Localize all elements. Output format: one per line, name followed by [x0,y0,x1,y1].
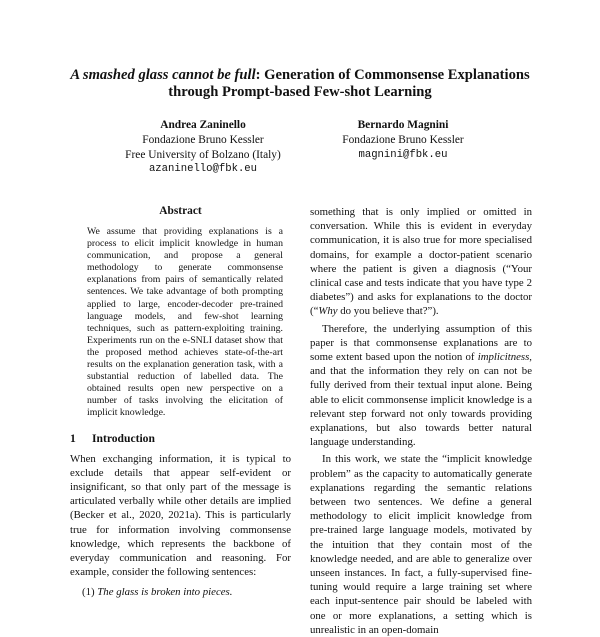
paragraph: In this work, we state the “implicit knowledge problem” as the capacity to automatically generate explanations regarding the semantic relations between two sentences. We define a general methodology to elicit implicit knowledge from pre-trained large language models, motivated by the intuition that they contain most of the knowledge needed, and are able to generalize over unseen instances. In fact, a fully-supervised fine-tuning would require a large training set where each input-sentence pair should be labeled with one or more explanations, a setting which is unrealistic in an open-domain [310,453,532,636]
author-block-1 [98,118,308,177]
paragraph [310,322,532,450]
intro-paragraph: When exchanging information, it is typical to exclude details that appear self-evident or insignificant, so that only part of the message is articulated verbally while other details are implied (Becker et al., 2020, 2021a). This is particularly true for information involving commonsense knowledge, which represents the backbone of everyday communication and reasoning. For example, consider the following sentences: [70,452,291,579]
right-column [310,205,532,637]
author-block-2 [298,118,508,162]
left-column [70,205,291,600]
author-affiliation: Free University of Bolzano (Italy) [125,148,281,161]
abstract-text: We assume that providing explanations is a process to elicit implicit knowledge in human communication, and propose a general methodology to generate commonsense explanations from pairs of semantically related sentences. We take advantage of both prompting applied to large, encoder-decoder pre-trained language models, and few-shot learning techniques, such as pattern-exploiting training. Experiments run on the e-SNLI dataset show that the proposed method achieves state-of-the-art results on the explanation generation task, with a substantial reduction of labelled data. The obtained results open new perspective on a number of tasks involving the elicitation of implicit knowledge. [87,226,283,419]
author-name: Andrea Zaninello [160,119,246,131]
section-title: Introduction [92,431,155,445]
author-email: magnini@fbk.eu [358,148,448,161]
paragraph-text: something that is only implied or omitted in conversation. While this is evident in everyday communication, it is also true for more specialised domains, for example a doctor-patient scenario where the patient is given a diagnosis (“Your clinical case and tests indicate that you have type 2 diabetes”) and asks for explanations to the doctor (“ [310,206,532,318]
example-number: (1) [82,586,95,599]
abstract-heading: Abstract [159,205,202,217]
section-number: 1 [70,431,76,445]
example-item [70,585,291,599]
author-name: Bernardo Magnini [357,119,449,131]
author-affiliation: Fondazione Bruno Kessler [342,133,464,146]
paragraph-text: do you believe that?”). [337,305,439,318]
section-heading [70,432,291,445]
author-affiliation: Fondazione Bruno Kessler [142,133,264,146]
title-rest: : Generation of Commonsense Explanations [255,67,530,83]
paragraph-emphasis: Why [318,305,338,318]
author-email: azaninello@fbk.eu [148,163,258,176]
paragraph-emphasis: implicitness [477,351,530,364]
paragraph-text: Therefore, the underlying assumption of this paper is that commonsense explanations are to some extent based upon the notion of [310,322,532,364]
paper-title [0,67,600,101]
title-italic-part: A smashed glass cannot be full [70,67,256,83]
paragraph-text: , and that the information they rely on can not be fully derived from their textual input alone. Being able to elicit commonsense implicit knowledge is a relevant step forward not only towards providing explanations, but also towards better natural language understanding. [310,351,532,449]
paragraph-continued [310,205,532,319]
title-line2: through Prompt-based Few-shot Learning [168,84,432,100]
example-sentence: The glass is broken into pieces. [97,586,233,599]
